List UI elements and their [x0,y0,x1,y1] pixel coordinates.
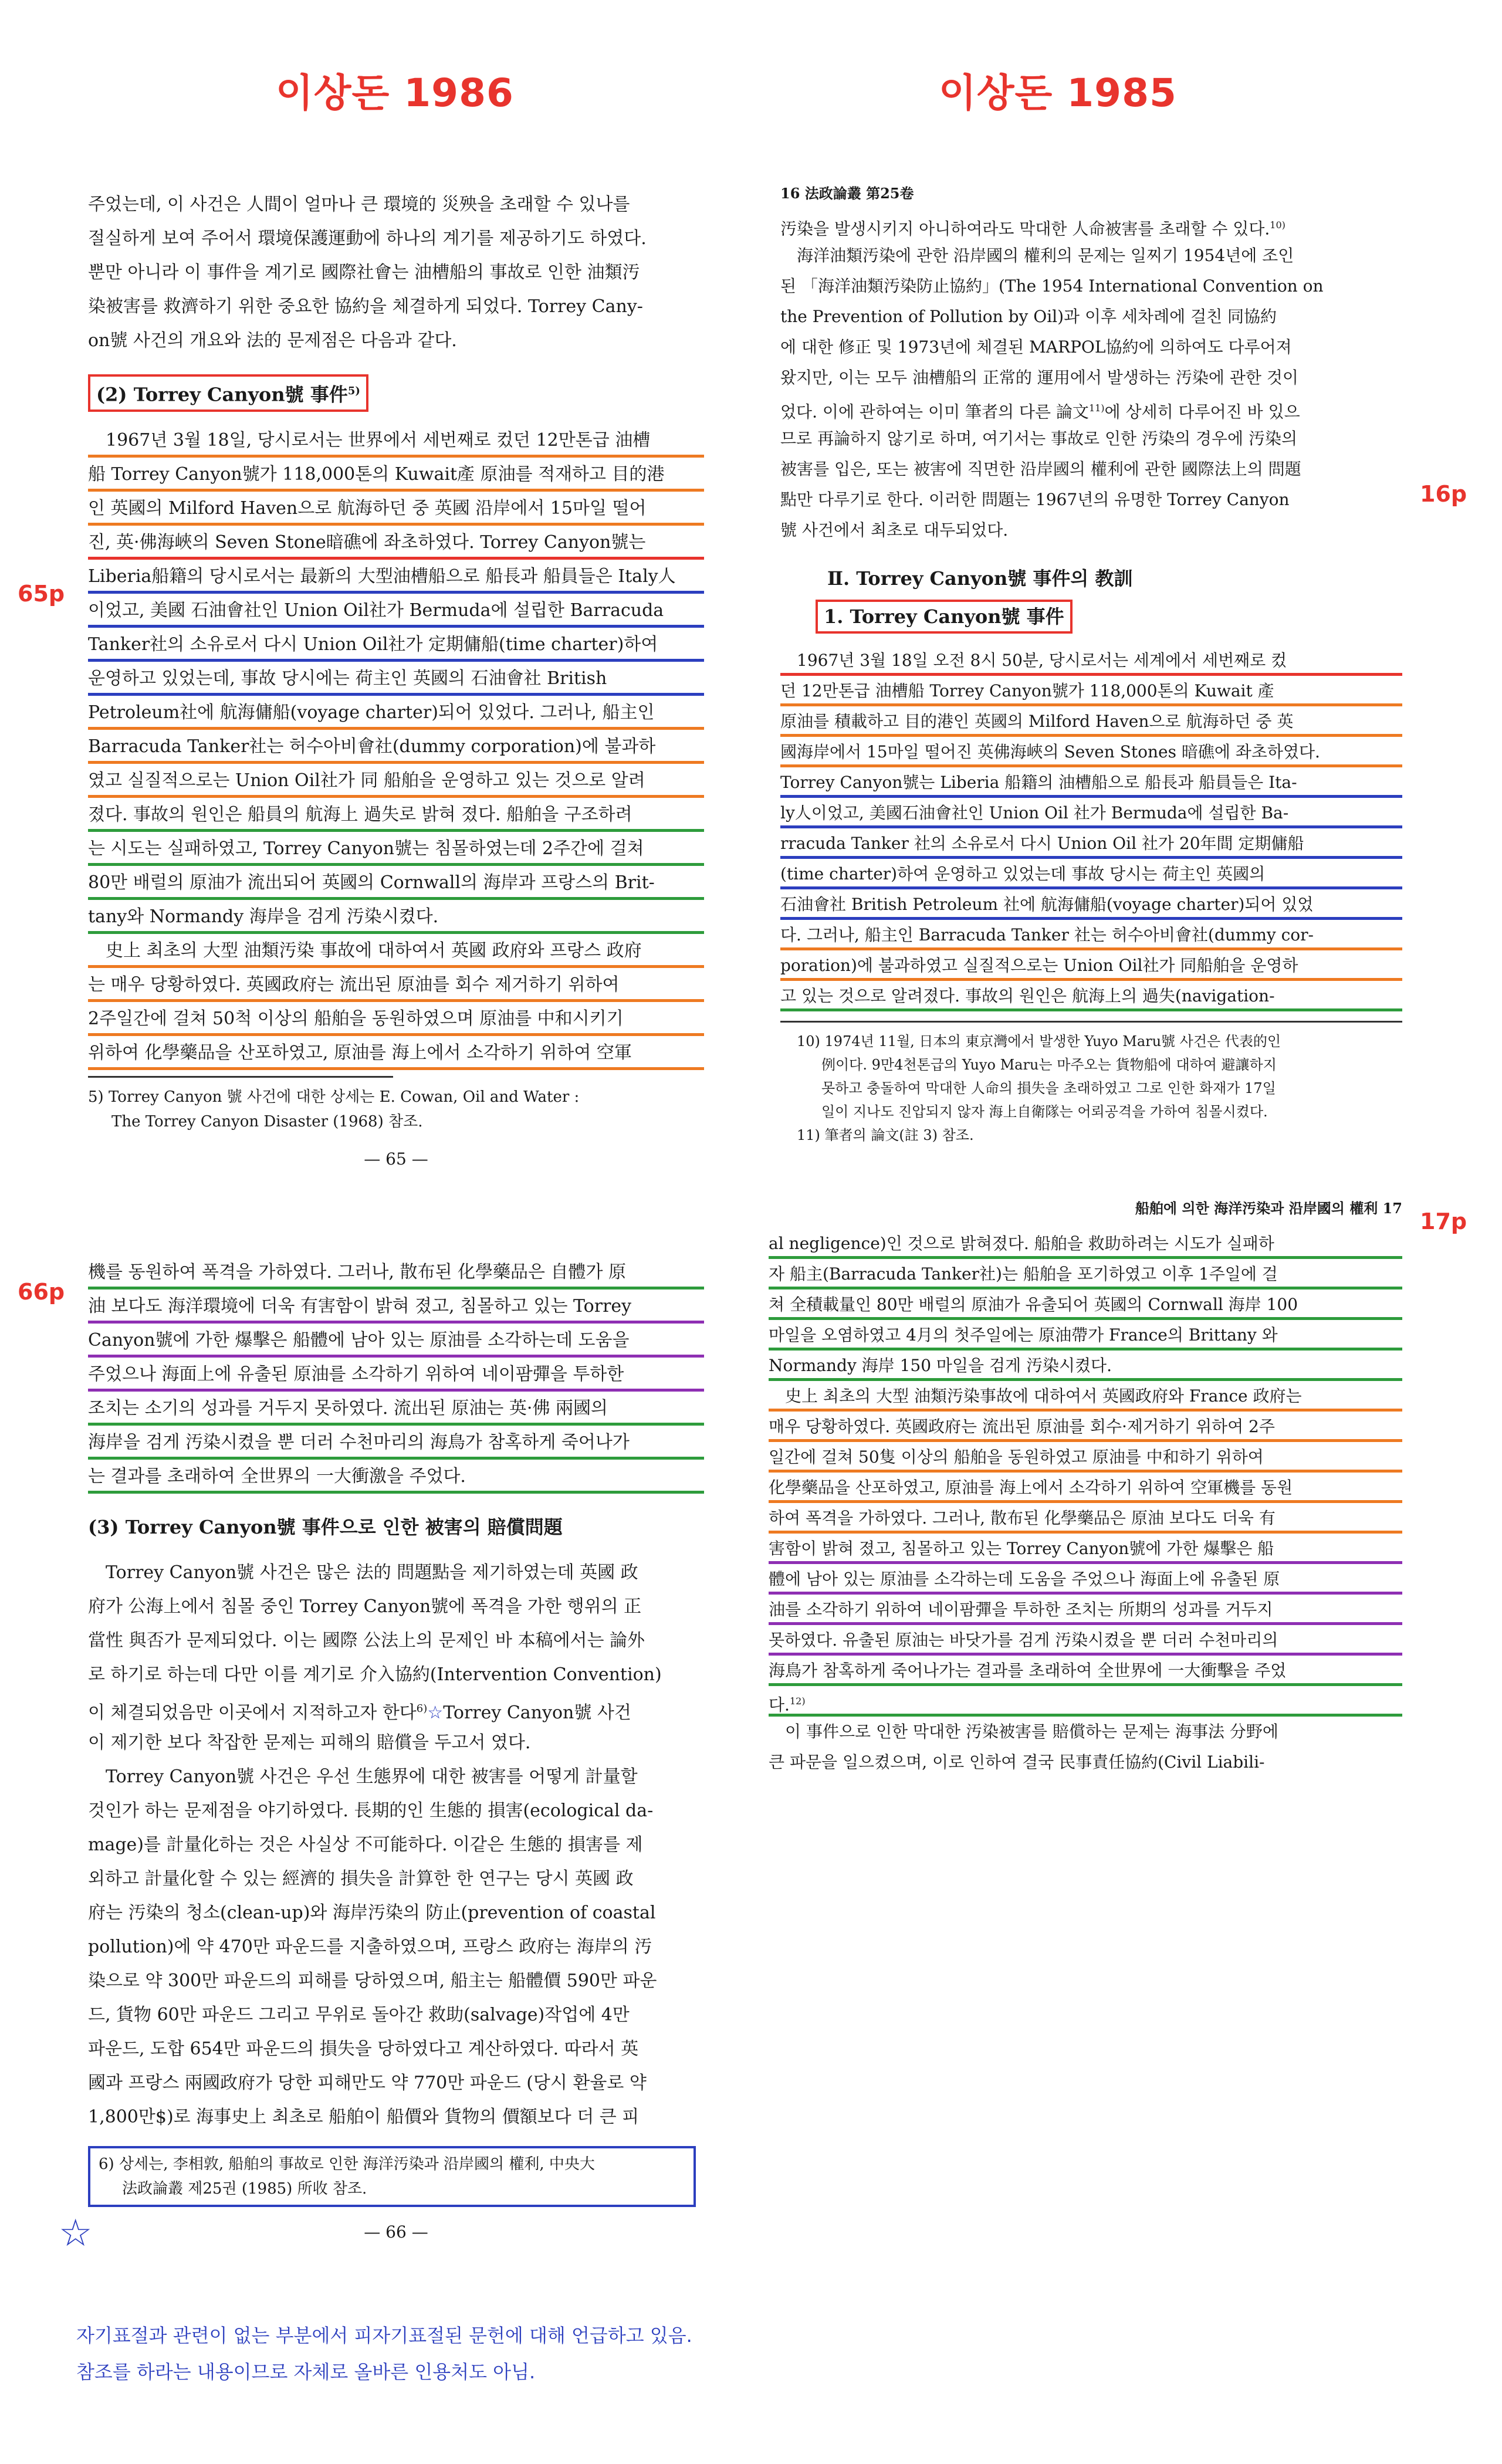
footnote-divider [88,1076,393,1078]
text-line: 被害를 입은, 또는 被害에 직면한 沿岸國의 權利에 관한 國際法上의 問題 [780,459,1301,479]
page-label-66: 66p [18,1279,65,1305]
footnote-line: 例이다. 9만4천톤급의 Yuyo Maru는 마주오는 貨物船에 대하여 避讓하지 [821,1057,1277,1073]
section-title: (3) Torrey Canyon號 事件으로 인한 被害의 賠償問題 [88,1516,563,1538]
footnote-box [88,2146,696,2207]
text-line: rracuda Tanker 社의 소유로서 다시 Union Oil 社가 20年間 定期傭船 [780,828,1402,859]
text-line-with-ref [769,1686,1402,1717]
text-line: 위하여 化學藥品을 산포하였고, 原油를 海上에서 소각하기 위하여 空軍 [88,1036,704,1070]
text-line: 못하였다. 유출된 原油는 바닷가를 검게 汚染시켰을 뿐 더러 수천마리의 [769,1625,1402,1656]
text-line: 80만 배럴의 原油가 流出되어 英國의 Cornwall의 海岸과 프랑스의 Brit- [88,866,704,900]
text-line: 로 하기로 하는데 다만 이를 계기로 介入協約(Intervention Convention) [88,1664,662,1685]
text-line: Barracuda Tanker社는 허수아비會社(dummy corporation)에 불과하 [88,730,704,764]
page-label-17: 17p [1420,1209,1467,1234]
text-line: 주었는데, 이 사건은 人間이 얼마나 큰 環境的 災殃을 초래할 수 있나를 [88,194,630,215]
text-line: Tanker社의 소유로서 다시 Union Oil社가 定期傭船(time charter)하여 [88,628,704,662]
page-16 [780,182,1402,1147]
footnote-line: 일이 지나도 진압되지 않자 海上自衛隊는 어뢰공격을 가하여 침몰시켰다. [821,1104,1268,1120]
text-line: 쳐 全積載量인 80만 배럴의 原油가 유출되어 英國의 Cornwall 海岸 100 [769,1289,1402,1320]
page-17 [769,1197,1402,1778]
text-line: 化學藥品을 산포하였고, 原油를 海上에서 소각하기 위하여 空軍機를 동원 [769,1473,1402,1503]
footnote-ref: 5) [347,385,360,397]
text-line: ly人이었고, 美國石油會社인 Union Oil 社가 Bermuda에 설립한 Ba- [780,798,1402,828]
text-line: 므로 再論하지 않기로 하며, 여기서는 事故로 인한 汚染의 경우에 汚染의 [780,429,1298,448]
text-line: 害함이 밝혀 졌고, 침몰하고 있는 Torrey Canyon號에 가한 爆擊은 船 [769,1534,1402,1564]
text-line: 였고 실질적으로는 Union Oil社가 同 船舶을 운영하고 있는 것으로 알려 [88,764,704,798]
footnotes [780,1030,1402,1147]
text-line: 體에 남아 있는 原油를 소각하는데 도움을 주었으나 海面上에 유출된 原 [769,1564,1402,1595]
section-title-text: 1. Torrey Canyon號 事件 [816,600,1073,634]
text-line-with-star [88,1692,704,1726]
text-line-with-ref [780,210,1402,241]
footnote-divider [780,1021,1402,1023]
footnote-ref: 6) [416,1703,428,1715]
note-line: 자기표절과 관련이 없는 부분에서 피자기표절된 문헌에 대해 언급하고 있음. [76,2324,692,2347]
page-footer: — 66 — [364,2222,428,2242]
page-65 [88,188,704,1176]
text-line: 왔지만, 이는 모두 油槽船의 正常的 運用에서 발생하는 汚染에 관한 것이 [780,368,1298,387]
text-line: Petroleum社에 航海傭船(voyage charter)되어 있었다. 그러나, 船主인 [88,696,704,730]
text-line: 는 매우 당황하였다. 英國政府는 流出된 原油를 회수 제거하기 위하여 [88,968,704,1002]
footnote-line: 5) Torrey Canyon 號 사건에 대한 상세는 E. Cowan, Oil and Water : [88,1088,580,1106]
text-line: 파운드, 도합 654만 파운드의 損失을 당하였다고 계산하였다. 따라서 英 [88,2039,639,2059]
page-label-65: 65p [18,581,65,607]
text-line: Normandy 海岸 150 마일을 검게 汚染시켰다. [769,1351,1402,1381]
text-line: 石油會社 British Petroleum 社에 航海傭船(voyage charter)되어 있었 [780,889,1402,920]
text-line: 는 결과를 초래하여 全世界의 一大衝激을 주었다. [88,1460,704,1494]
text-line: pollution)에 약 470만 파운드를 지출하였으며, 프랑스 政府는 海岸의 汚 [88,1937,652,1957]
text-line: Canyon號에 가한 爆擊은 船體에 남아 있는 原油를 소각하는데 도움을 [88,1324,704,1358]
text-line: 자 船主(Barracuda Tanker社)는 船舶을 포기하였고 이후 1주일에 걸 [769,1259,1402,1289]
page-label-16: 16p [1420,481,1467,507]
text-line: 船 Torrey Canyon號가 118,000톤의 Kuwait產 原油를 적재하고 目的港 [88,458,704,492]
text-line: 1967년 3월 18일 오전 8시 50분, 당시로서는 세계에서 세번째로 컸 [780,645,1402,676]
text-line: 된 「海洋油類汚染防止協約」(The 1954 International Convention on [780,276,1324,296]
text-line: 染으로 약 300만 파운드의 피해를 당하였으며, 船主는 船體價 590만 파운 [88,1971,657,1991]
text-line: 油를 소각하기 위하여 네이팜彈을 투하한 조치는 所期의 성과를 거두지 [769,1595,1402,1625]
heading-left: 이상돈 1986 [276,70,514,116]
text-line: 當性 與否가 문제되었다. 이는 國際 公法上의 문제인 바 本稿에서는 論外 [88,1630,645,1651]
text-segment: 다. [769,1695,790,1715]
text-line: 史上 최초의 大型 油類汚染 事故에 대하여서 英國 政府와 프랑스 政府 [88,934,704,968]
running-header: 16 法政論叢 第25卷 [780,185,914,202]
text-line: 이 제기한 보다 착잡한 문제는 피해의 賠償을 두고서 였다. [88,1732,531,1753]
text-line: 1967년 3월 18일, 당시로서는 世界에서 세번째로 컸던 12만톤급 油槽 [88,424,704,458]
text-line: 인 英國의 Milford Haven으로 航海하던 중 英國 沿岸에서 15마일 떨어 [88,492,704,526]
text-line: 것인가 하는 문제점을 야기하였다. 長期的인 生態的 損害(ecological da- [88,1800,654,1821]
footnote-line: 못하고 충돌하여 막대한 人命의 損失을 초래하였고 그로 인한 화재가 17일 [821,1080,1276,1096]
text-segment: 이 체결되었음만 이곳에서 지적하고자 한다 [88,1703,417,1723]
text-line: 海洋油類汚染에 관한 沿岸國의 權利의 문제는 일찌기 1954년에 조인 [797,246,1294,265]
page-66 [88,1255,704,2249]
text-line: mage)를 計量化하는 것은 사실상 不可能하다. 이같은 生態的 損害를 제 [88,1835,643,1855]
text-line: 史上 최초의 大型 油類汚染事故에 대하여서 英國政府와 France 政府는 [769,1381,1402,1412]
text-segment: 었다. 이에 관하여는 이미 筆者의 다른 論文 [780,402,1089,422]
text-line: 이었고, 美國 石油會社인 Union Oil社가 Bermuda에 설립한 Barracuda [88,594,704,628]
footnote-line: 法政論叢 제25권 (1985) 所收 참조. [122,2180,367,2198]
text-line: Liberia船籍의 당시로서는 最新의 大型油槽船으로 船長과 船員들은 Italy人 [88,560,704,594]
footnote [88,1085,704,1134]
text-line: poration)에 불과하였고 실질적으로는 Union Oil社가 同船舶을 운영하 [780,950,1402,981]
section-title [780,600,1402,634]
text-line: (time charter)하여 운영하고 있었는데 事故 당시는 荷主인 英國의 [780,859,1402,889]
star-icon: ☆ [427,1703,444,1723]
section-title-text: (2) Torrey Canyon號 事件 [96,383,348,406]
text-segment: 에 상세히 다루어진 바 있으 [1104,402,1300,422]
text-line: 點만 다루기로 한다. 이러한 問題는 1967년의 유명한 Torrey Canyon [780,490,1290,509]
text-line: 졌다. 事故의 원인은 船員의 航海上 過失로 밝혀 졌다. 船舶을 구조하려 [88,798,704,832]
text-line: 주었으나 海面上에 유출된 原油를 소각하기 위하여 네이팜彈을 투하한 [88,1358,704,1392]
text-line: Torrey Canyon號 사건은 많은 法的 問題點을 제기하였는데 英國 政 [106,1562,638,1583]
text-line: 절실하게 보여 주어서 環境保護運動에 하나의 계기를 제공하기도 하였다. [88,228,647,249]
text-line: 에 대한 修正 및 1973년에 체결된 MARPOL協約에 의하여도 다루어져 [780,337,1292,357]
text-line: tany와 Normandy 海岸을 검게 汚染시켰다. [88,900,704,934]
footnote-line: 11) 筆者의 論文(註 3) 참조. [797,1127,974,1143]
text-segment: 汚染을 발생시키지 아니하여라도 막대한 人命被害를 초래할 수 있다. [780,219,1270,239]
footnote-line: The Torrey Canyon Disaster (1968) 참조. [111,1112,423,1131]
text-line: 海岸을 검게 汚染시켰을 뿐 더러 수천마리의 海鳥가 참혹하게 죽어나가 [88,1426,704,1460]
footnote-ref: 11) [1088,402,1105,414]
footnote-ref: 12) [789,1695,806,1707]
text-line: the Prevention of Pollution by Oil)과 이후 세차례에 걸친 同協約 [780,307,1277,326]
text-line: 조치는 소기의 성과를 거두지 못하였다. 流出된 原油는 英·佛 兩國의 [88,1392,704,1426]
section-title [88,374,704,412]
text-line: 마일을 오염하였고 4月의 첫주일에는 原油帶가 France의 Brittany 와 [769,1320,1402,1351]
text-line: 운영하고 있었는데, 事故 당시에는 荷主인 英國의 石油會社 British [88,662,704,696]
text-line: 드, 貨物 60만 파운드 그리고 무위로 돌아간 救助(salvage)작업에 4만 [88,2005,630,2025]
star-icon: ☆ [59,2212,93,2255]
text-line: 는 시도는 실패하였고, Torrey Canyon號는 침몰하였는데 2주간에 걸쳐 [88,832,704,866]
text-line: 외하고 計量化할 수 있는 經濟的 損失을 計算한 한 연구는 당시 英國 政 [88,1869,634,1889]
text-line: on號 사건의 개요와 法的 문제점은 다음과 같다. [88,330,457,351]
text-line: 油 보다도 海洋環境에 더욱 有害함이 밝혀 졌고, 침몰하고 있는 Torrey [88,1289,704,1324]
text-line: 號 사건에서 최초로 대두되었다. [780,520,1009,540]
footnote-line: 10) 1974년 11월, 日本의 東京灣에서 발생한 Yuyo Maru號 사건은 代表的인 [797,1033,1281,1050]
text-line: Torrey Canyon號는 Liberia 船籍의 油槽船으로 船長과 船員들은 Ita- [780,767,1402,798]
footnote-line: 6) 상세는, 李相敦, 船舶의 事故로 인한 海洋汚染과 沿岸國의 權利, 中央大 [99,2155,595,2173]
running-header: 船舶에 의한 海洋汚染과 沿岸國의 權利 17 [1135,1200,1402,1217]
text-line: 고 있는 것으로 알려졌다. 事故의 원인은 航海上의 過失(navigation- [780,981,1402,1011]
text-line: 國과 프랑스 兩國政府가 당한 피해만도 약 770만 파운드 (당시 환율로 약 [88,2073,647,2093]
text-line-with-ref [780,393,1402,424]
text-line: 機를 동원하여 폭격을 가하였다. 그러나, 散布된 化學藥品은 自體가 原 [88,1255,704,1289]
text-segment: Torrey Canyon號 사건 [443,1703,631,1723]
text-line: 原油를 積載하고 目的港인 英國의 Milford Haven으로 航海하던 중 英 [780,706,1402,737]
text-line: 海鳥가 참혹하게 죽어나가는 결과를 초래하여 全世界에 一大衝擊을 주었 [769,1656,1402,1686]
footnote-ref: 10) [1270,219,1286,231]
text-line: 1,800만$)로 海事史上 최초로 船舶이 船價와 貨物의 價額보다 더 큰 피 [88,2107,640,2127]
heading-right: 이상돈 1985 [939,70,1177,116]
text-line: 이 事件으로 인한 막대한 汚染被害를 賠償하는 문제는 海事法 分野에 [785,1722,1278,1741]
text-line: 큰 파문을 일으켰으며, 이로 인하여 결국 民事責任協約(Civil Liabili- [769,1752,1265,1772]
note-line: 참조를 하라는 내용이므로 자체로 올바른 인용처도 아님. [76,2361,536,2383]
text-line: 매우 당황하였다. 英國政府는 流出된 原油를 회수·제거하기 위하여 2주 [769,1412,1402,1442]
text-line: 진, 英·佛海峽의 Seven Stone暗礁에 좌초하였다. Torrey Canyon號는 [88,526,704,560]
text-line: 國海岸에서 15마일 떨어진 英佛海峽의 Seven Stones 暗礁에 좌초하였다. [780,737,1402,767]
text-line: 2주일간에 걸쳐 50척 이상의 船舶을 동원하였으며 原油를 中和시키기 [88,1002,704,1036]
text-line: al negligence)인 것으로 밝혀졌다. 船舶을 救助하려는 시도가 실패하 [769,1228,1402,1259]
page-footer: — 65 — [364,1149,428,1169]
text-line: 다. 그러나, 船主인 Barracuda Tanker 社는 허수아비會社(dummy cor- [780,920,1402,950]
text-line: Torrey Canyon號 사건은 우선 生態界에 대한 被害를 어떻게 計量할 [106,1766,638,1787]
annotation-note [76,2317,692,2390]
text-line: 일간에 걸쳐 50隻 이상의 船舶을 동원하였고 原油를 中和하기 위하여 [769,1442,1402,1473]
text-line: 뿐만 아니라 이 事件을 계기로 國際社會는 油槽船의 事故로 인한 油類汚 [88,262,640,283]
text-line: 府가 公海上에서 침몰 중인 Torrey Canyon號에 폭격을 가한 행위의 正 [88,1596,642,1617]
text-line: 染被害를 救濟하기 위한 중요한 協約을 체결하게 되었다. Torrey Cany- [88,296,643,317]
text-line: 府는 汚染의 청소(clean-up)와 海岸汚染의 防止(prevention of coastal [88,1903,656,1923]
chapter-title: Ⅱ. Torrey Canyon號 事件의 教訓 [827,567,1133,590]
text-line: 하여 폭격을 가하였다. 그러나, 散布된 化學藥品은 原油 보다도 더욱 有 [769,1503,1402,1534]
text-line: 던 12만톤급 油槽船 Torrey Canyon號가 118,000톤의 Kuwait 產 [780,676,1402,706]
